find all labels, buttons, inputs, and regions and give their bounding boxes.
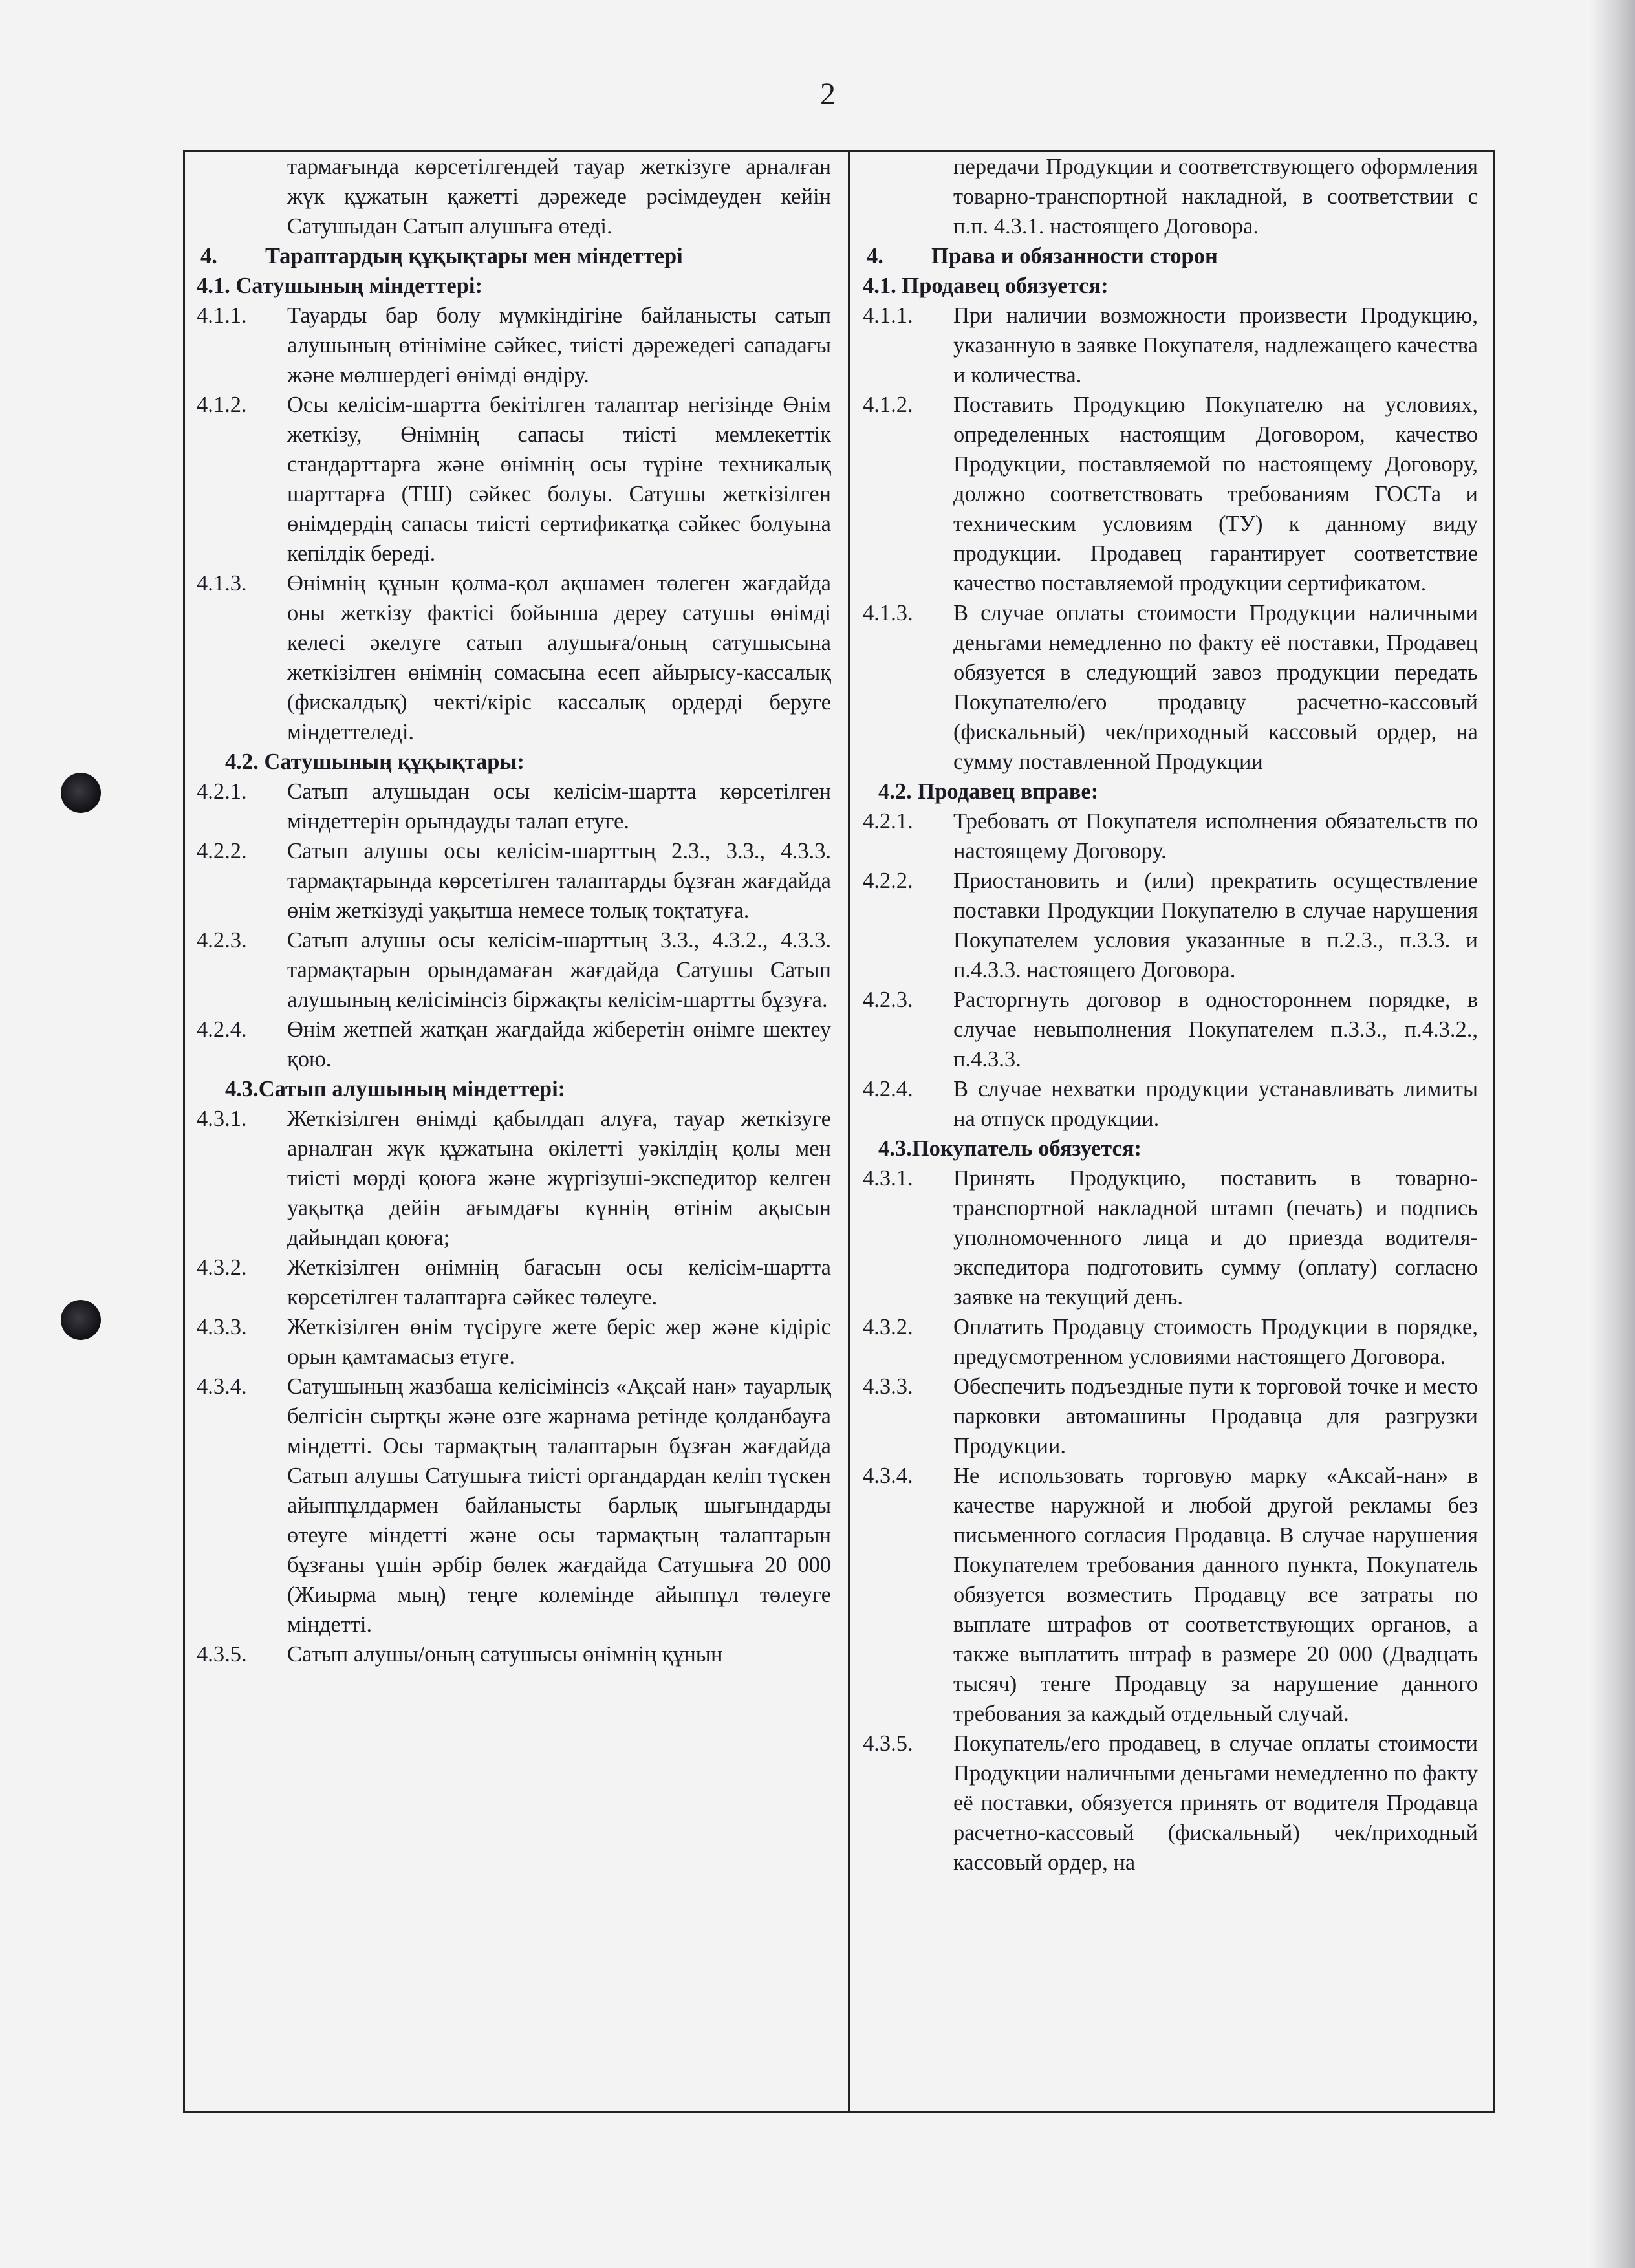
kz-item-4-3-3 (197, 1312, 831, 1372)
ru-heading-4-1: 4.1. Продавец обязуется: (863, 274, 1109, 298)
ru-item-number: 4.3.2. (863, 1315, 913, 1339)
kz-item-number: 4.2.3. (197, 928, 247, 953)
ru-item-number: 4.1.1. (863, 303, 913, 328)
ru-item-4-3-1 (863, 1163, 1478, 1312)
ru-item-number: 4.2.3. (863, 988, 913, 1012)
ru-item-text: Расторгнуть договор в одностороннем порядке, в случае невыполнения Покупателем п.3.3., п.4.3.2., п.4.3.3. (953, 988, 1478, 1072)
ru-item-number: 4.1.2. (863, 393, 913, 417)
ru-item-4-3-4 (863, 1461, 1478, 1729)
kz-item-number: 4.1.1. (197, 303, 247, 328)
ru-item-4-3-3 (863, 1372, 1478, 1461)
ru-section-heading (863, 241, 1478, 271)
kz-item-number: 4.3.2. (197, 1255, 247, 1280)
kz-item-4-3-2 (197, 1253, 831, 1312)
ru-item-text: В случае нехватки продукции устанавливать лимиты на отпуск продукции. (953, 1077, 1478, 1131)
ru-section-title: Права и обязанности сторон (931, 244, 1218, 268)
ru-item-number: 4.2.4. (863, 1077, 913, 1101)
kz-heading-4-2: 4.2. Сатушының құқықтары: (225, 750, 525, 774)
kz-item-text: Жеткізілген өнімді қабылдап алуға, тауар жеткізуге арналған жүк құжатына өкілетті уәкілдің қолы мен тиісті мөрді қоюға және жүргізуші-экспедитор келген уақытқа дейін ағымдағы күннің өтінім ақысын дайындап қоюға; (287, 1107, 831, 1250)
kz-item-4-1-1 (197, 301, 831, 390)
kz-item-number: 4.3.4. (197, 1374, 247, 1399)
kz-item-number: 4.2.2. (197, 839, 247, 863)
kz-item-text: Осы келісім-шартта бекітілген талаптар негізінде Өнім жеткізу, Өнімнің сапасы тиісті мемлекеттік стандарттарға және өнімнің осы түріне техникалық шарттарға (ТШ) сәйкес болуы. Сатушы жеткізілген өнімдердің сапасы тиісті сертификатқа сәйкес болуына кепілдік береді. (287, 393, 831, 566)
ru-item-number: 4.3.1. (863, 1166, 913, 1191)
ru-item-text: Не использовать торговую марку «Аксай-нан» в качестве наружной и любой другой рекламы без письменного согласия Продавца. В случае нарушения Покупателем требования данного пункта, Покупатель обязуется возместить Продавцу все затраты по выплате штрафов от соответствующих органов, а также выплатить штраф в размере 20 000 (Двадцать тысяч) тенге Продавцу за нарушение данного требования за каждый отдельный случай. (953, 1463, 1478, 1726)
kz-item-number: 4.3.1. (197, 1107, 247, 1131)
ru-item-4-1-3 (863, 598, 1478, 777)
kz-item-text: Тауарды бар болу мүмкіндігіне байланысты сатып алушының өтініміне сәйкес, тиісті дәрежедегі сападағы және мөлшердегі өнімді өндіру. (287, 303, 831, 387)
kz-item-number: 4.2.1. (197, 779, 247, 804)
kz-section-title: Тараптардың құқықтары мен міндеттері (265, 244, 683, 268)
column-russian (850, 152, 1495, 2111)
kz-item-number: 4.3.3. (197, 1315, 247, 1339)
ru-item-text: Оплатить Продавцу стоимость Продукции в порядке, предусмотренном условиями настоящего Договора. (953, 1315, 1478, 1369)
ru-item-text: При наличии возможности произвести Продукцию, указанную в заявке Покупателя, надлежащего качества и количества. (953, 303, 1478, 387)
kz-item-number: 4.3.5. (197, 1642, 247, 1667)
kz-item-text: Сатып алушыдан осы келісім-шартта көрсетілген міндеттерін орындауды талап етуге. (287, 779, 831, 834)
kz-intro: тармағында көрсетілгендей тауар жеткізуге арналған жүк құжатын қажетті дәрежеде рәсімдеуден кейін Сатушыдан Сатып алушыға өтеді. (287, 155, 831, 239)
kz-section-number: 4. (200, 244, 217, 268)
kz-item-4-3-1 (197, 1104, 831, 1253)
kz-item-text: Өнімнің құнын қолма-қол ақшамен төлеген жағдайда оны жеткізу фактісі бойынша дереу сатушы өнімді келесі әкелуге сатып алушыға/оның сатушысына жеткізілген өнімнің сомасына есеп айырысу-кассалық (фискалдық) чекті/кіріс кассалық ордерді беруге міндеттеледі. (287, 571, 831, 744)
ru-item-number: 4.2.2. (863, 869, 913, 893)
kz-item-4-3-5 (197, 1639, 831, 1669)
ru-item-number: 4.3.5. (863, 1731, 913, 1756)
kz-item-text: Сатушының жазбаша келісімінсіз «Ақсай нан» тауарлық белгісін сыртқы және өзге жарнама ретінде қолданбауға міндетті. Осы тармақтың талаптарын бұзған жағдайда Сатып алушы Сатушыға тиісті органдардан келіп түскен айыппұлдармен байланысты барлық шығындарды өтеуге міндетті және осы тармақтың талаптарын бұзғаны үшін әрбір бөлек жағдайда Сатушыға 20 000 (Жиырма мың) теңге колемінде айыппұл төлеуге міндетті. (287, 1374, 831, 1637)
ru-item-4-1-1 (863, 301, 1478, 390)
ru-item-4-1-2 (863, 390, 1478, 598)
kz-item-text: Өнім жетпей жатқан жағдайда жіберетін өнімге шектеу қою. (287, 1017, 831, 1072)
ru-item-4-2-1 (863, 806, 1478, 866)
ru-item-text: Требовать от Покупателя исполнения обязательств по настоящему Договору. (953, 809, 1478, 863)
kz-heading-4-3: 4.3.Сатып алушының міндеттері: (225, 1077, 566, 1101)
kz-section-heading (197, 241, 831, 271)
kz-item-4-2-4 (197, 1015, 831, 1074)
ru-item-4-3-5 (863, 1729, 1478, 1877)
kz-item-number: 4.1.3. (197, 571, 247, 596)
ru-item-text: Принять Продукцию, поставить в товарно-транспортной накладной штамп (печать) и подпись уполномоченного лица и до приезда водителя-экспедитора подготовить сумму (оплату) согласно заявке на текущий день. (953, 1166, 1478, 1310)
kz-item-number: 4.1.2. (197, 393, 247, 417)
kz-item-4-2-1 (197, 777, 831, 836)
kz-heading-4-1: 4.1. Сатушының міндеттері: (197, 274, 482, 298)
ru-item-text: Покупатель/его продавец, в случае оплаты стоимости Продукции наличными деньгами немедленно по факту её поставки, обязуется принять от водителя Продавца расчетно-кассовый (фискальный) чек/приходный кассовый ордер, на (953, 1731, 1478, 1875)
kz-item-text: Жеткізілген өнім түсіруге жете беріс жер және кідіріс орын қамтамасыз етуге. (287, 1315, 831, 1369)
punch-hole-top (61, 773, 101, 813)
ru-item-number: 4.1.3. (863, 601, 913, 625)
kz-item-4-2-3 (197, 925, 831, 1015)
page-number: 2 (820, 77, 836, 111)
ru-item-text: Поставить Продукцию Покупателю на условиях, определенных настоящим Договором, качество Продукции, поставляемой по настоящему Договору, должно соответствовать требованиям ГОСТа и техническим условиям (ТУ) к данному виду продукции. Продавец гарантирует соответствие качество поставляемой продукции сертификатом. (953, 393, 1478, 596)
kz-item-text: Жеткізілген өнімнің бағасын осы келісім-шартта көрсетілген талаптарға сәйкес төлеуге. (287, 1255, 831, 1310)
kz-item-4-1-2 (197, 390, 831, 568)
kz-item-4-1-3 (197, 568, 831, 747)
kz-item-text: Сатып алушы осы келісім-шарттың 3.3., 4.3.2., 4.3.3. тармақтарын орындамаған жағдайда Сатушы Сатып алушының келісімінсіз біржақты келісім-шартты бұзуға. (287, 928, 831, 1012)
ru-intro: передачи Продукции и соответствующего оформления товарно-транспортной накладной, в соответствии с п.п. 4.3.1. настоящего Договора. (953, 155, 1478, 239)
ru-item-number: 4.3.3. (863, 1374, 913, 1399)
column-kazakh (185, 152, 848, 2111)
ru-item-4-2-3 (863, 985, 1478, 1074)
ru-item-4-3-2 (863, 1312, 1478, 1372)
ru-heading-4-3: 4.3.Покупатель обязуется: (878, 1136, 1142, 1161)
ru-item-number: 4.2.1. (863, 809, 913, 834)
kz-item-number: 4.2.4. (197, 1017, 247, 1042)
page-edge-shadow (1590, 0, 1635, 2268)
punch-hole-bottom (61, 1300, 101, 1340)
ru-item-number: 4.3.4. (863, 1463, 913, 1488)
ru-item-text: В случае оплаты стоимости Продукции наличными деньгами немедленно по факту её поставки, Продавец обязуется в следующий завоз продукции передать Покупателю/его продавцу расчетно-кассовый (фискальный) чек/приходный кассовый ордер, на сумму поставленной Продукции (953, 601, 1478, 774)
kz-item-text: Сатып алушы осы келісім-шарттың 2.3., 3.3., 4.3.3. тармақтарында көрсетілген талаптарды бұзған жағдайда өнім жеткізуді уақытша немесе толық тоқтатуға. (287, 839, 831, 923)
contract-table (183, 150, 1495, 2113)
kz-item-4-2-2 (197, 836, 831, 925)
ru-item-4-2-2 (863, 866, 1478, 985)
ru-item-4-2-4 (863, 1074, 1478, 1134)
ru-item-text: Обеспечить подъездные пути к торговой точке и место парковки автомашины Продавца для разгрузки Продукции. (953, 1374, 1478, 1458)
ru-heading-4-2: 4.2. Продавец вправе: (878, 779, 1099, 804)
kz-item-4-3-4 (197, 1372, 831, 1639)
kz-item-text: Сатып алушы/оның сатушысы өнімнің құнын (287, 1642, 723, 1667)
ru-section-number: 4. (867, 244, 883, 268)
ru-item-text: Приостановить и (или) прекратить осуществление поставки Продукции Покупателю в случае нарушения Покупателем условия указанные в п.2.3., п.3.3. и п.4.3.3. настоящего Договора. (953, 869, 1478, 982)
